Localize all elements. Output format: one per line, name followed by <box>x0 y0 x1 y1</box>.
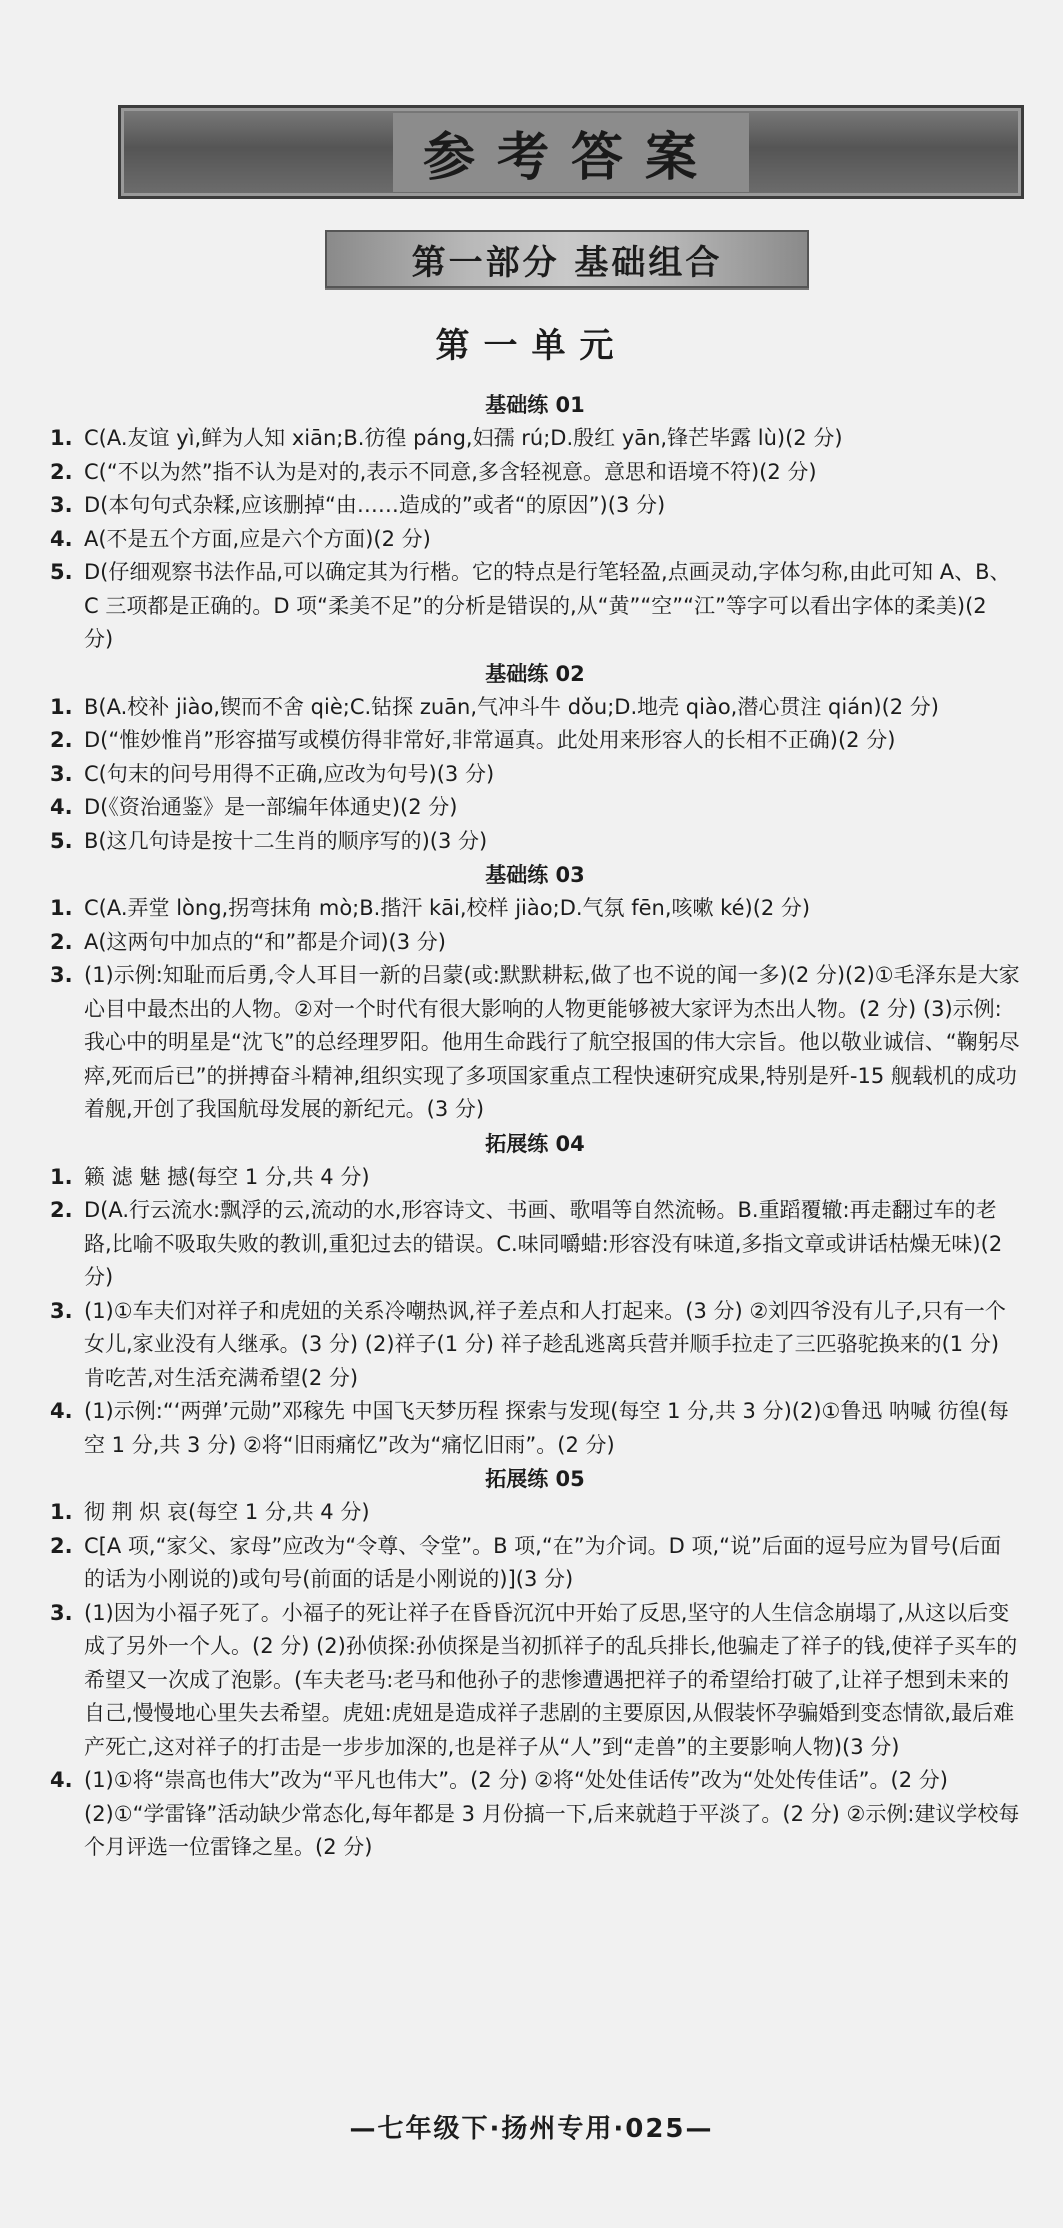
answer-text: D(《资治通鉴》是一部编年体通史)(2 分) <box>84 795 458 819</box>
answer-number: 5. <box>50 828 73 853</box>
answer-text: (1)因为小福子死了。小福子的死让祥子在昏昏沉沉中开始了反思,坚守的人生信念崩塌了,从这以后变成了另外一个人。(2 分) (2)孙侦探:孙侦探是当初抓祥子的乱兵排长,他骗走了祥子的钱,使祥子买车的希望又一次成了泡影。(车夫老马:老马和他孙子的悲惨遭遇把祥子的希望给打破了,让祥子想到未来的自己,慢慢地心里失去希望。虎妞:虎妞是造成祥子悲剧的主要原因,从假装怀孕骗婚到变态情欲,最后难产死亡,这对祥子的打击是一步步加深的,也是祥子从“人”到“走兽”的主要影响人物)(3 分) <box>84 1600 1018 1759</box>
answer-item <box>50 724 1020 758</box>
section-title: 拓展练 05 <box>485 1467 585 1491</box>
answer-number: 4. <box>50 1768 73 1792</box>
answer-number: 2. <box>50 929 73 954</box>
answer-number: 3. <box>50 963 73 987</box>
answer-number: 1. <box>50 694 73 719</box>
answer-number: 4. <box>50 1399 73 1423</box>
answer-content <box>50 388 1020 1865</box>
answer-text: D(仔细观察书法作品,可以确定其为行楷。它的特点是行笔轻盈,点画灵动,字体匀称,由此可知 A、B、C 三项都是正确的。D 项“柔美不足”的分析是错误的,从“黄”“空”“江”等字可以看出字体的柔美)(2 分) <box>84 560 1011 651</box>
answer-text: C(句末的问号用得不正确,应改为句号)(3 分) <box>84 761 495 786</box>
answer-text: C(A.弄堂 lòng,拐弯抹角 mò;B.揩汗 kāi,校样 jiào;D.气氛 fēn,咳嗽 ké)(2 分) <box>84 896 811 920</box>
answer-text: A(不是五个方面,应是六个方面)(2 分) <box>84 526 431 551</box>
answer-text: (1)示例:“‘两弹’元勋”邓稼先 中国飞天梦历程 探索与发现(每空 1 分,共 3 分)(2)①鲁迅 呐喊 彷徨(每空 1 分,共 3 分) ②将“旧雨痛忆”改为“痛忆旧雨”。(2 分) <box>84 1399 1009 1457</box>
answer-item <box>50 926 1020 960</box>
answer-item <box>50 1161 1020 1195</box>
answer-text: C(A.友谊 yì,鲜为人知 xiān;B.彷徨 páng,妇孺 rú;D.殷红 yān,锋芒毕露 lù)(2 分) <box>84 426 843 450</box>
answer-item <box>50 523 1020 557</box>
answer-item <box>50 489 1020 523</box>
answer-item <box>50 959 1020 1127</box>
answer-number: 2. <box>50 1533 73 1558</box>
answer-text: (1)①车夫们对祥子和虎妞的关系冷嘲热讽,祥子差点和人打起来。(3 分) ②刘四爷没有儿子,只有一个女儿,家业没有人继承。(3 分) (2)祥子(1 分) 祥子趁乱逃离兵营并顺手拉走了三匹骆驼换来的(1 分) 肯吃苦,对生活充满希望(2 分) <box>84 1298 1006 1390</box>
answer-text: B(这几句诗是按十二生肖的顺序写的)(3 分) <box>84 828 488 853</box>
answer-text: D(本句句式杂糅,应该删掉“由……造成的”或者“的原因”)(3 分) <box>84 493 666 517</box>
answer-number: 3. <box>50 761 73 786</box>
section-title: 基础练 02 <box>485 661 585 686</box>
answer-item <box>50 825 1020 859</box>
answer-item <box>50 1597 1020 1765</box>
answer-item <box>50 1295 1020 1396</box>
part-banner: 第一部分 基础组合 <box>325 230 809 288</box>
answer-number: 2. <box>50 459 73 484</box>
answer-number: 2. <box>50 728 73 752</box>
title-banner <box>118 105 1024 199</box>
answer-text: D(“惟妙惟肖”形容描写或模仿得非常好,非常逼真。此处用来形容人的长相不正确)(2 分) <box>84 728 896 752</box>
page-title: 参考答案 <box>393 113 749 192</box>
answer-text: C(“不以为然”指不认为是对的,表示不同意,多含轻视意。意思和语境不符)(2 分) <box>84 459 817 484</box>
answer-number: 1. <box>50 1500 73 1524</box>
unit-title: 第一单元 <box>435 326 628 366</box>
answer-text: A(这两句中加点的“和”都是介词)(3 分) <box>84 929 446 954</box>
answer-item <box>50 1764 1020 1865</box>
answer-item <box>50 892 1020 926</box>
section-title: 基础练 03 <box>485 863 585 887</box>
answer-number: 2. <box>50 1198 73 1222</box>
answer-item <box>50 758 1020 792</box>
answer-number: 3. <box>50 493 73 517</box>
answer-number: 1. <box>50 1164 73 1189</box>
answer-text: (1)示例:知耻而后勇,令人耳目一新的吕蒙(或:默默耕耘,做了也不说的闻一多)(2 分)(2)①毛泽东是大家心目中最杰出的人物。②对一个时代有很大影响的人物更能够被大家评为杰出人物。(2 分) (3)示例:我心中的明星是“沈飞”的总经理罗阳。他用生命践行了航空报国的伟大宗旨。他以敬业诚信、“鞠躬尽瘁,死而后已”的拼搏奋斗精神,组织实现了多项国家重点工程快速研究成果,特别是歼-15 舰载机的成功着舰,开创了我国航母发展的新纪元。(3 分) <box>84 963 1020 1121</box>
answer-number: 4. <box>50 795 73 819</box>
answer-item <box>50 456 1020 490</box>
section-title: 拓展练 04 <box>485 1131 585 1156</box>
answer-text: B(A.校补 jiào,锲而不舍 qiè;C.钻探 zuān,气冲斗牛 dǒu;D.地壳 qiào,潜心贯注 qián)(2 分) <box>84 694 939 719</box>
answer-text: 彻 荆 炽 哀(每空 1 分,共 4 分) <box>84 1500 370 1524</box>
answer-number: 3. <box>50 1298 73 1323</box>
answer-number: 4. <box>50 526 73 551</box>
answer-item <box>50 791 1020 825</box>
answer-text: 籁 滤 魅 撼(每空 1 分,共 4 分) <box>84 1164 370 1189</box>
answer-number: 1. <box>50 896 73 920</box>
answer-item <box>50 556 1020 657</box>
answer-item <box>50 1194 1020 1295</box>
answer-number: 5. <box>50 560 73 584</box>
answer-item <box>50 691 1020 725</box>
answer-text: D(A.行云流水:飘浮的云,流动的水,形容诗文、书画、歌唱等自然流畅。B.重蹈覆辙:再走翻过车的老路,比喻不吸取失败的教训,重犯过去的错误。C.味同嚼蜡:形容没有味道,多指文章或讲话枯燥无味)(2 分) <box>84 1198 1003 1289</box>
answer-text: (1)①将“崇高也伟大”改为“平凡也伟大”。(2 分) ②将“处处佳话传”改为“处处传佳话”。(2 分) (2)①“学雷锋”活动缺少常态化,每年都是 3 月份搞一下,后来就趋于平淡了。(2 分) ②示例:建议学校每个月评选一位雷锋之星。(2 分) <box>84 1768 1020 1859</box>
answer-number: 3. <box>50 1600 73 1625</box>
section-title: 基础练 01 <box>485 393 585 417</box>
answer-item <box>50 1530 1020 1597</box>
page-footer: —七年级下·扬州专用·025— <box>349 2114 714 2144</box>
answer-item <box>50 1496 1020 1530</box>
answer-item <box>50 1395 1020 1462</box>
answer-text: C[A 项,“家父、家母”应改为“令尊、令堂”。B 项,“在”为介词。D 项,“说”后面的逗号应为冒号(后面的话为小刚说的)或句号(前面的话是小刚说的)](3 分) <box>84 1533 1002 1591</box>
answer-number: 1. <box>50 426 73 450</box>
answer-item <box>50 422 1020 456</box>
